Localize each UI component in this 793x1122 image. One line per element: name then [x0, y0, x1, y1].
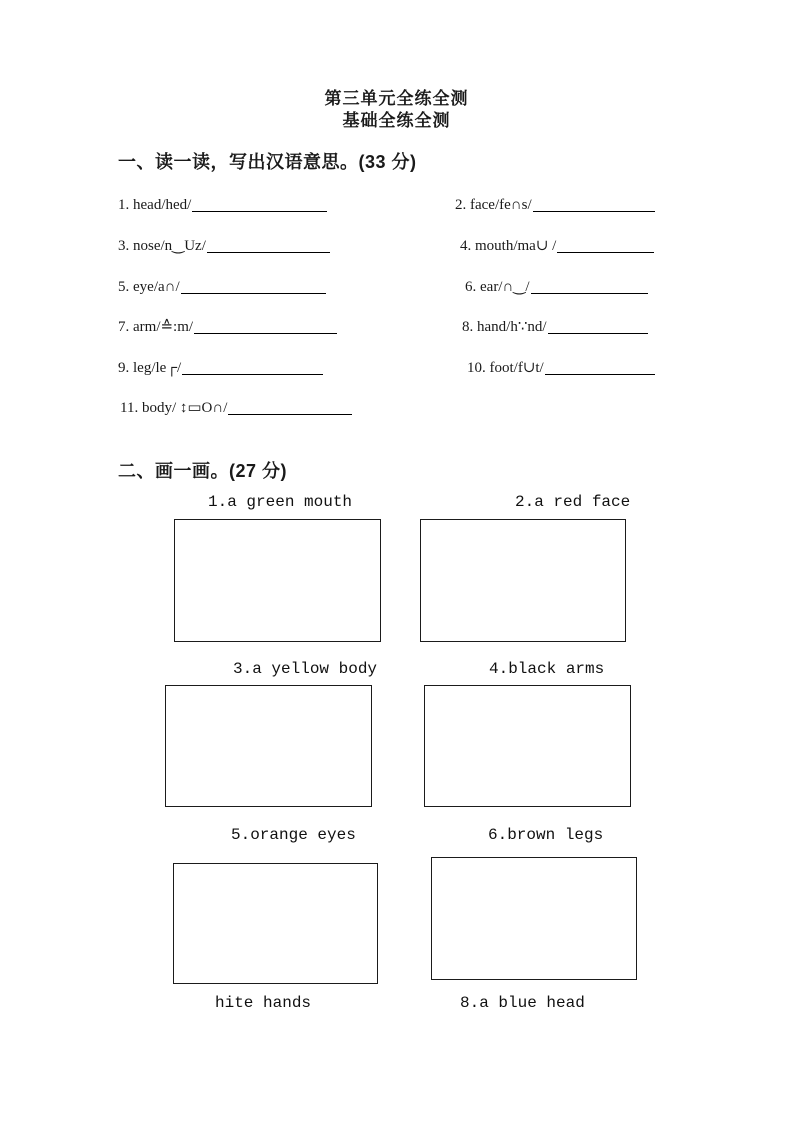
- draw-box-2: [420, 519, 626, 642]
- word-item-7: [118, 316, 337, 337]
- answer-blank-9: [182, 360, 323, 375]
- word-item-4-label: 4. mouth/ma∪ /: [460, 238, 557, 254]
- title-block: [0, 88, 793, 132]
- word-item-11: [120, 397, 352, 418]
- page-subtitle: 基础全练全测: [342, 111, 451, 130]
- draw-box-3: [165, 685, 372, 807]
- word-item-3-label: 3. nose/n‿Uz/: [118, 238, 206, 254]
- word-item-4: [460, 235, 654, 256]
- draw-label-2: 2.a red face: [515, 493, 631, 511]
- draw-label-8: 8.a blue head: [460, 994, 585, 1012]
- draw-box-5: [173, 863, 378, 984]
- answer-blank-6: [531, 279, 648, 294]
- answer-blank-1: [192, 197, 327, 212]
- word-item-2-label: 2. face/fe∩s/: [455, 197, 532, 213]
- word-item-6-label: 6. ear/∩‿/: [465, 279, 530, 295]
- answer-blank-4: [557, 238, 654, 253]
- answer-blank-8: [548, 319, 648, 334]
- section-one-heading: 一、读一读，写出汉语意思。(33 分): [118, 152, 417, 172]
- answer-blank-10: [545, 360, 655, 375]
- word-item-3: [118, 235, 330, 256]
- word-item-8-label: 8. hand/h∵nd/: [462, 319, 547, 335]
- draw-box-4: [424, 685, 631, 807]
- word-item-11-label: 11. body/ ↕▭O∩/: [120, 400, 228, 416]
- draw-label-1: 1.a green mouth: [208, 493, 353, 511]
- word-item-2: [455, 194, 655, 215]
- answer-blank-3: [207, 238, 330, 253]
- draw-label-6: 6.brown legs: [488, 826, 604, 844]
- draw-box-1: [174, 519, 381, 642]
- word-item-7-label: 7. arm/≙:m/: [118, 319, 194, 335]
- answer-blank-5: [181, 279, 326, 294]
- draw-box-6: [431, 857, 637, 980]
- draw-label-5: 5.orange eyes: [231, 826, 356, 844]
- page-title: 第三单元全练全测: [324, 89, 469, 108]
- word-item-9: [118, 357, 323, 378]
- draw-label-3: 3.a yellow body: [233, 660, 378, 678]
- answer-blank-2: [533, 197, 655, 212]
- draw-label-7: hite hands: [215, 994, 312, 1012]
- word-item-10-label: 10. foot/f∪t/: [467, 360, 544, 376]
- word-item-1: [118, 194, 327, 215]
- word-item-5: [118, 276, 326, 297]
- word-item-10: [467, 357, 655, 378]
- word-item-5-label: 5. eye/a∩/: [118, 279, 180, 295]
- answer-blank-11: [228, 400, 352, 415]
- answer-blank-7: [194, 319, 337, 334]
- word-item-8: [462, 316, 648, 337]
- section-two-heading: 二、画一画。(27 分): [118, 461, 288, 481]
- word-item-6: [465, 276, 648, 297]
- draw-label-4: 4.black arms: [489, 660, 605, 678]
- word-item-1-label: 1. head/hed/: [118, 197, 192, 213]
- word-item-9-label: 9. leg/le┌/: [118, 360, 182, 376]
